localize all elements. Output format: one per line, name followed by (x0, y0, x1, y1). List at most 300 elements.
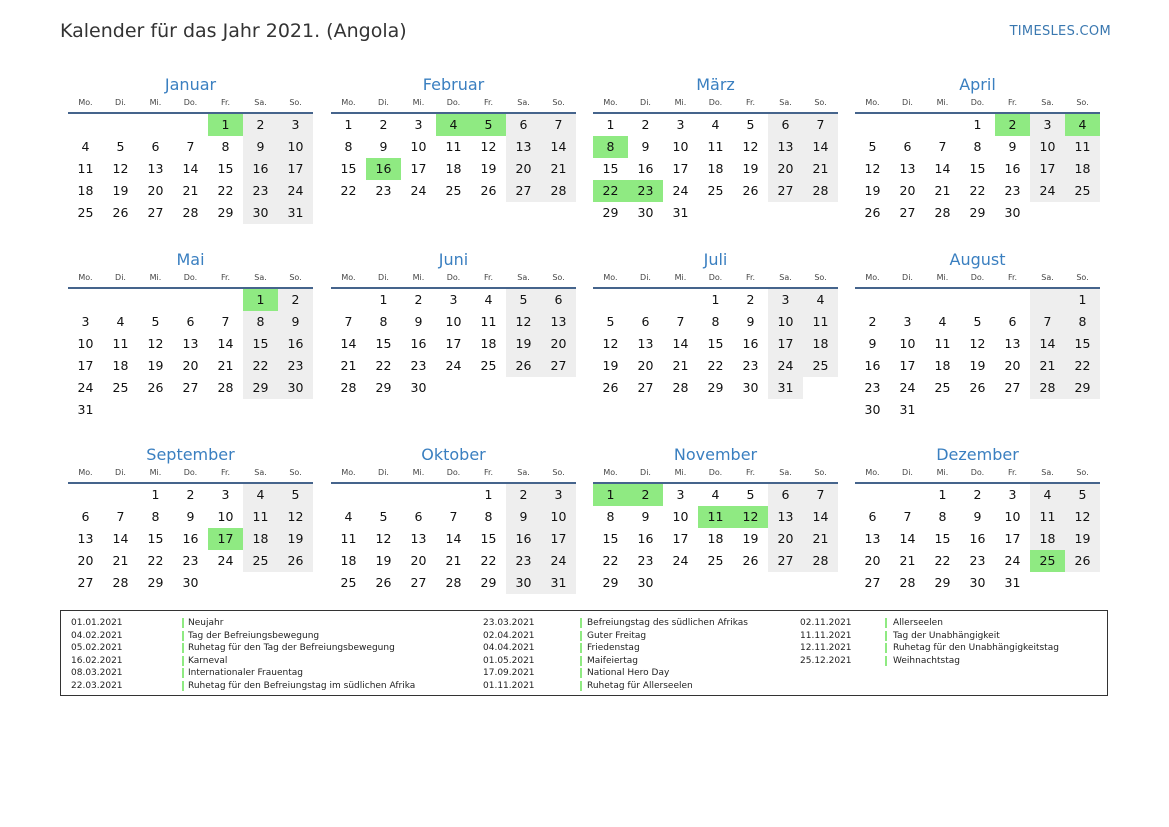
day-cell: 17 (1004, 531, 1021, 546)
weekday-label: Do. (446, 273, 461, 282)
day-cell: 27 (147, 205, 164, 220)
day-cell: 20 (182, 358, 199, 373)
day-cell: 1 (243, 289, 278, 311)
month-title: April (959, 75, 996, 94)
day-cell: 13 (768, 136, 803, 158)
day-cell: 23 (278, 355, 313, 377)
day-cell: 1 (938, 487, 947, 502)
day-cell: 17 (445, 336, 462, 351)
day-cell: 25 (803, 355, 838, 377)
day-cell: 26 (375, 575, 392, 590)
day-cell: 21 (217, 358, 234, 373)
day-cell: 16 (1004, 161, 1021, 176)
day-cell: 14 (541, 136, 576, 158)
day-cell: 5 (606, 314, 615, 329)
weekday-label: Do. (446, 98, 461, 107)
day-cell: 30 (864, 402, 881, 417)
day-cell: 21 (672, 358, 689, 373)
day-cell: 8 (379, 314, 388, 329)
day-cell: 8 (593, 136, 628, 158)
day-cell: 23 (969, 553, 986, 568)
day-cell: 27 (768, 550, 803, 572)
day-cell: 6 (768, 484, 803, 506)
weekday-header (331, 96, 576, 114)
day-cell: 9 (243, 136, 278, 158)
day-cell: 14 (899, 531, 916, 546)
weekday-label: Mi. (936, 98, 949, 107)
day-cell: 20 (410, 553, 427, 568)
day-cell: 13 (864, 531, 881, 546)
week-row (593, 377, 838, 399)
day-cell: 8 (243, 311, 278, 333)
day-cell: 14 (672, 336, 689, 351)
day-cell: 14 (112, 531, 129, 546)
day-cell: 6 (151, 139, 160, 154)
day-cell: 7 (541, 114, 576, 136)
day-cell: 19 (506, 333, 541, 355)
day-cell: 10 (410, 139, 427, 154)
day-cell: 31 (768, 377, 803, 399)
day-cell: 26 (278, 550, 313, 572)
day-cell: 27 (506, 180, 541, 202)
day-cell: 1 (973, 117, 982, 132)
holiday-row (71, 642, 395, 655)
day-cell: 19 (1065, 528, 1100, 550)
empty-cell (208, 572, 243, 594)
day-cell: 30 (410, 380, 427, 395)
day-cell: 3 (676, 487, 685, 502)
day-cell: 4 (711, 487, 720, 502)
holiday-date: 08.03.2021 (71, 668, 123, 679)
holiday-date: 04.04.2021 (483, 643, 535, 654)
empty-cell (173, 114, 208, 136)
month-title: Juni (438, 250, 469, 269)
day-cell: 2 (628, 484, 663, 506)
day-cell: 27 (637, 380, 654, 395)
day-cell: 24 (278, 180, 313, 202)
day-cell: 18 (480, 336, 497, 351)
holiday-date: 02.04.2021 (483, 630, 535, 641)
empty-cell (208, 289, 243, 311)
day-cell: 9 (278, 311, 313, 333)
week-row (68, 484, 313, 506)
weekday-label: Mo. (603, 98, 618, 107)
weekday-label: Di. (115, 273, 126, 282)
holiday-date: 01.11.2021 (483, 680, 535, 691)
weekday-label: Mo. (865, 468, 880, 477)
day-cell: 26 (602, 380, 619, 395)
empty-cell (103, 114, 138, 136)
week-row (331, 158, 576, 180)
empty-cell (138, 114, 173, 136)
weekday-label: Mo. (341, 98, 356, 107)
empty-cell (995, 289, 1030, 311)
day-cell: 8 (151, 509, 160, 524)
empty-cell (471, 377, 506, 399)
holiday-name: Maifeiertag (587, 655, 638, 666)
empty-cell (698, 572, 733, 594)
day-cell: 4 (484, 292, 493, 307)
day-cell: 31 (1004, 575, 1021, 590)
day-cell: 26 (506, 355, 541, 377)
day-cell: 24 (768, 355, 803, 377)
holiday-marker (182, 631, 184, 641)
week-row (855, 180, 1100, 202)
week-row (331, 528, 576, 550)
day-cell: 9 (379, 139, 388, 154)
holiday-row (800, 630, 1100, 643)
holiday-name: Weihnachtstag (893, 655, 960, 666)
day-cell: 6 (768, 114, 803, 136)
day-cell: 21 (112, 553, 129, 568)
empty-cell (803, 202, 838, 224)
week-row (68, 528, 313, 550)
day-cell: 21 (541, 158, 576, 180)
week-row (855, 289, 1100, 311)
empty-cell (733, 202, 768, 224)
empty-cell (803, 572, 838, 594)
week-row (855, 377, 1100, 399)
day-cell: 21 (445, 553, 462, 568)
day-cell: 29 (243, 377, 278, 399)
empty-cell (278, 572, 313, 594)
weekday-header (593, 271, 838, 289)
weekday-label: So. (1076, 468, 1089, 477)
day-cell: 19 (278, 528, 313, 550)
day-cell: 6 (414, 509, 423, 524)
month-title: Februar (422, 75, 485, 94)
day-cell: 1 (208, 114, 243, 136)
day-cell: 23 (243, 180, 278, 202)
day-cell: 13 (637, 336, 654, 351)
weekday-label: Mi. (674, 468, 687, 477)
weekday-label: Fr. (483, 273, 494, 282)
day-cell: 22 (147, 553, 164, 568)
week-row (855, 158, 1100, 180)
holiday-date: 22.03.2021 (71, 680, 123, 691)
weekday-label: Mo. (78, 98, 93, 107)
day-cell: 4 (243, 484, 278, 506)
empty-cell (855, 484, 890, 506)
day-cell: 17 (672, 161, 689, 176)
day-cell: 16 (637, 161, 654, 176)
weekday-header (68, 96, 313, 114)
day-cell: 15 (340, 161, 357, 176)
day-cell: 2 (379, 117, 388, 132)
day-cell: 11 (934, 336, 951, 351)
day-cell: 9 (186, 509, 195, 524)
day-cell: 12 (278, 506, 313, 528)
day-cell: 2 (506, 484, 541, 506)
day-cell: 3 (1030, 114, 1065, 136)
weekday-label: Fr. (1007, 468, 1018, 477)
month-title: Dezember (936, 445, 1019, 464)
empty-cell (663, 572, 698, 594)
week-row (68, 355, 313, 377)
weekday-label: Fr. (1007, 98, 1018, 107)
day-cell: 9 (973, 509, 982, 524)
day-cell: 27 (899, 205, 916, 220)
day-cell: 10 (899, 336, 916, 351)
holiday-name: Tag der Unabhängigkeit (893, 630, 1000, 641)
day-cell: 9 (641, 509, 650, 524)
day-cell: 31 (899, 402, 916, 417)
holiday-date: 02.11.2021 (800, 618, 852, 628)
holiday-row (800, 617, 1100, 630)
week-row (68, 311, 313, 333)
weekday-label: Fr. (483, 468, 494, 477)
empty-cell (103, 289, 138, 311)
weekday-label: Do. (708, 98, 723, 107)
day-cell: 25 (707, 553, 724, 568)
day-cell: 23 (182, 553, 199, 568)
day-cell: 25 (1030, 550, 1065, 572)
month-februar (331, 74, 576, 202)
day-cell: 22 (480, 553, 497, 568)
weekday-label: Di. (902, 468, 913, 477)
holiday-date: 01.01.2021 (71, 618, 123, 628)
day-cell: 30 (1004, 205, 1021, 220)
weekday-label: Mo. (78, 273, 93, 282)
holiday-date: 25.12.2021 (800, 655, 852, 666)
day-cell: 23 (1004, 183, 1021, 198)
weekday-label: Fr. (220, 98, 231, 107)
week-row (593, 572, 838, 594)
empty-cell (243, 572, 278, 594)
day-cell: 8 (484, 509, 493, 524)
holiday-marker (580, 668, 582, 678)
day-cell: 12 (147, 336, 164, 351)
day-cell: 14 (217, 336, 234, 351)
weekday-label: So. (1076, 98, 1089, 107)
weekday-label: Di. (378, 273, 389, 282)
empty-cell (68, 289, 103, 311)
day-cell: 3 (81, 314, 90, 329)
day-cell: 5 (151, 314, 160, 329)
day-cell: 24 (445, 358, 462, 373)
day-cell: 20 (147, 183, 164, 198)
day-cell: 4 (436, 114, 471, 136)
day-cell: 12 (733, 506, 768, 528)
week-row (593, 289, 838, 311)
day-cell: 16 (742, 336, 759, 351)
day-cell: 14 (445, 531, 462, 546)
week-row (593, 484, 838, 506)
empty-cell (890, 114, 925, 136)
day-cell: 15 (602, 531, 619, 546)
day-cell: 31 (77, 402, 94, 417)
holiday-name: Guter Freitag (587, 630, 647, 641)
day-cell: 12 (1065, 506, 1100, 528)
holiday-name: Tag der Befreiungsbewegung (188, 630, 320, 641)
day-cell: 11 (480, 314, 497, 329)
week-row (855, 550, 1100, 572)
day-cell: 7 (803, 484, 838, 506)
day-cell: 18 (707, 161, 724, 176)
month-title: Oktober (421, 445, 486, 464)
day-cell: 15 (217, 161, 234, 176)
day-cell: 24 (77, 380, 94, 395)
day-cell: 28 (803, 550, 838, 572)
weekday-label: Mi. (674, 273, 687, 282)
day-cell: 4 (803, 289, 838, 311)
week-row (593, 528, 838, 550)
day-cell: 11 (698, 506, 733, 528)
week-row (68, 158, 313, 180)
weekday-label: Sa. (517, 468, 530, 477)
day-cell: 17 (541, 528, 576, 550)
holiday-marker (182, 618, 184, 628)
month-september (68, 444, 313, 594)
brand-link[interactable]: TIMESLES.COM (1009, 24, 1111, 39)
day-cell: 30 (742, 380, 759, 395)
day-cell: 7 (221, 314, 230, 329)
week-row (68, 333, 313, 355)
weekday-label: Sa. (517, 98, 530, 107)
empty-cell (1065, 202, 1100, 224)
empty-cell (1065, 572, 1100, 594)
day-cell: 13 (506, 136, 541, 158)
weekday-label: Mo. (865, 273, 880, 282)
day-cell: 13 (541, 311, 576, 333)
week-row (331, 572, 576, 594)
day-cell: 15 (602, 161, 619, 176)
day-cell: 19 (375, 553, 392, 568)
day-cell: 2 (746, 292, 755, 307)
empty-cell (208, 399, 243, 421)
day-cell: 21 (182, 183, 199, 198)
weekday-label: Di. (378, 98, 389, 107)
empty-cell (733, 572, 768, 594)
month-dezember (855, 444, 1100, 594)
day-cell: 15 (969, 161, 986, 176)
day-cell: 22 (602, 553, 619, 568)
day-cell: 8 (344, 139, 353, 154)
day-cell: 1 (344, 117, 353, 132)
day-cell: 24 (672, 183, 689, 198)
weekday-header (855, 466, 1100, 484)
empty-cell (103, 484, 138, 506)
weekday-label: Di. (640, 98, 651, 107)
weekday-label: Sa. (1041, 468, 1054, 477)
day-cell: 12 (112, 161, 129, 176)
day-cell: 19 (742, 531, 759, 546)
week-row (855, 355, 1100, 377)
day-cell: 4 (1030, 484, 1065, 506)
day-cell: 30 (506, 572, 541, 594)
day-cell: 29 (480, 575, 497, 590)
day-cell: 13 (899, 161, 916, 176)
holiday-marker (182, 643, 184, 653)
week-row (855, 311, 1100, 333)
empty-cell (768, 572, 803, 594)
day-cell: 17 (1030, 158, 1065, 180)
day-cell: 6 (186, 314, 195, 329)
day-cell: 26 (147, 380, 164, 395)
day-cell: 18 (707, 531, 724, 546)
day-cell: 6 (641, 314, 650, 329)
day-cell: 7 (803, 114, 838, 136)
day-cell: 15 (934, 531, 951, 546)
day-cell: 24 (672, 553, 689, 568)
empty-cell (855, 114, 890, 136)
day-cell: 21 (803, 528, 838, 550)
weekday-label: Do. (183, 273, 198, 282)
day-cell: 11 (803, 311, 838, 333)
day-cell: 9 (506, 506, 541, 528)
day-cell: 12 (480, 139, 497, 154)
day-cell: 22 (375, 358, 392, 373)
empty-cell (436, 484, 471, 506)
empty-cell (173, 289, 208, 311)
day-cell: 30 (182, 575, 199, 590)
day-cell: 10 (541, 506, 576, 528)
weekday-header (593, 466, 838, 484)
weekday-label: So. (552, 273, 565, 282)
weekday-header (593, 96, 838, 114)
day-cell: 19 (147, 358, 164, 373)
empty-cell (1030, 572, 1065, 594)
day-cell: 10 (278, 136, 313, 158)
empty-cell (68, 114, 103, 136)
day-cell: 5 (116, 139, 125, 154)
day-cell: 31 (541, 572, 576, 594)
day-cell: 16 (182, 531, 199, 546)
week-row (593, 333, 838, 355)
day-cell: 22 (969, 183, 986, 198)
week-row (855, 399, 1100, 421)
day-cell: 20 (1004, 358, 1021, 373)
day-cell: 12 (506, 311, 541, 333)
day-cell: 1 (593, 484, 628, 506)
day-cell: 19 (864, 183, 881, 198)
day-cell: 9 (868, 336, 877, 351)
empty-cell (401, 484, 436, 506)
weekday-label: Di. (640, 273, 651, 282)
empty-cell (366, 484, 401, 506)
week-row (68, 399, 313, 421)
empty-cell (278, 399, 313, 421)
day-cell: 15 (1065, 333, 1100, 355)
day-cell: 10 (672, 139, 689, 154)
day-cell: 28 (1030, 377, 1065, 399)
day-cell: 13 (147, 161, 164, 176)
holiday-marker (885, 656, 887, 666)
day-cell: 14 (803, 506, 838, 528)
empty-cell (890, 289, 925, 311)
day-cell: 22 (1065, 355, 1100, 377)
empty-cell (890, 484, 925, 506)
day-cell: 9 (414, 314, 423, 329)
day-cell: 6 (1008, 314, 1017, 329)
day-cell: 22 (217, 183, 234, 198)
day-cell: 10 (77, 336, 94, 351)
day-cell: 17 (672, 531, 689, 546)
day-cell: 29 (375, 380, 392, 395)
day-cell: 19 (112, 183, 129, 198)
holiday-row (71, 667, 371, 680)
day-cell: 17 (768, 333, 803, 355)
day-cell: 2 (414, 292, 423, 307)
month-title: November (673, 445, 758, 464)
weekday-label: Fr. (745, 98, 756, 107)
day-cell: 31 (672, 205, 689, 220)
day-cell: 29 (147, 575, 164, 590)
week-row (68, 180, 313, 202)
day-cell: 27 (77, 575, 94, 590)
day-cell: 18 (112, 358, 129, 373)
week-row (593, 180, 838, 202)
